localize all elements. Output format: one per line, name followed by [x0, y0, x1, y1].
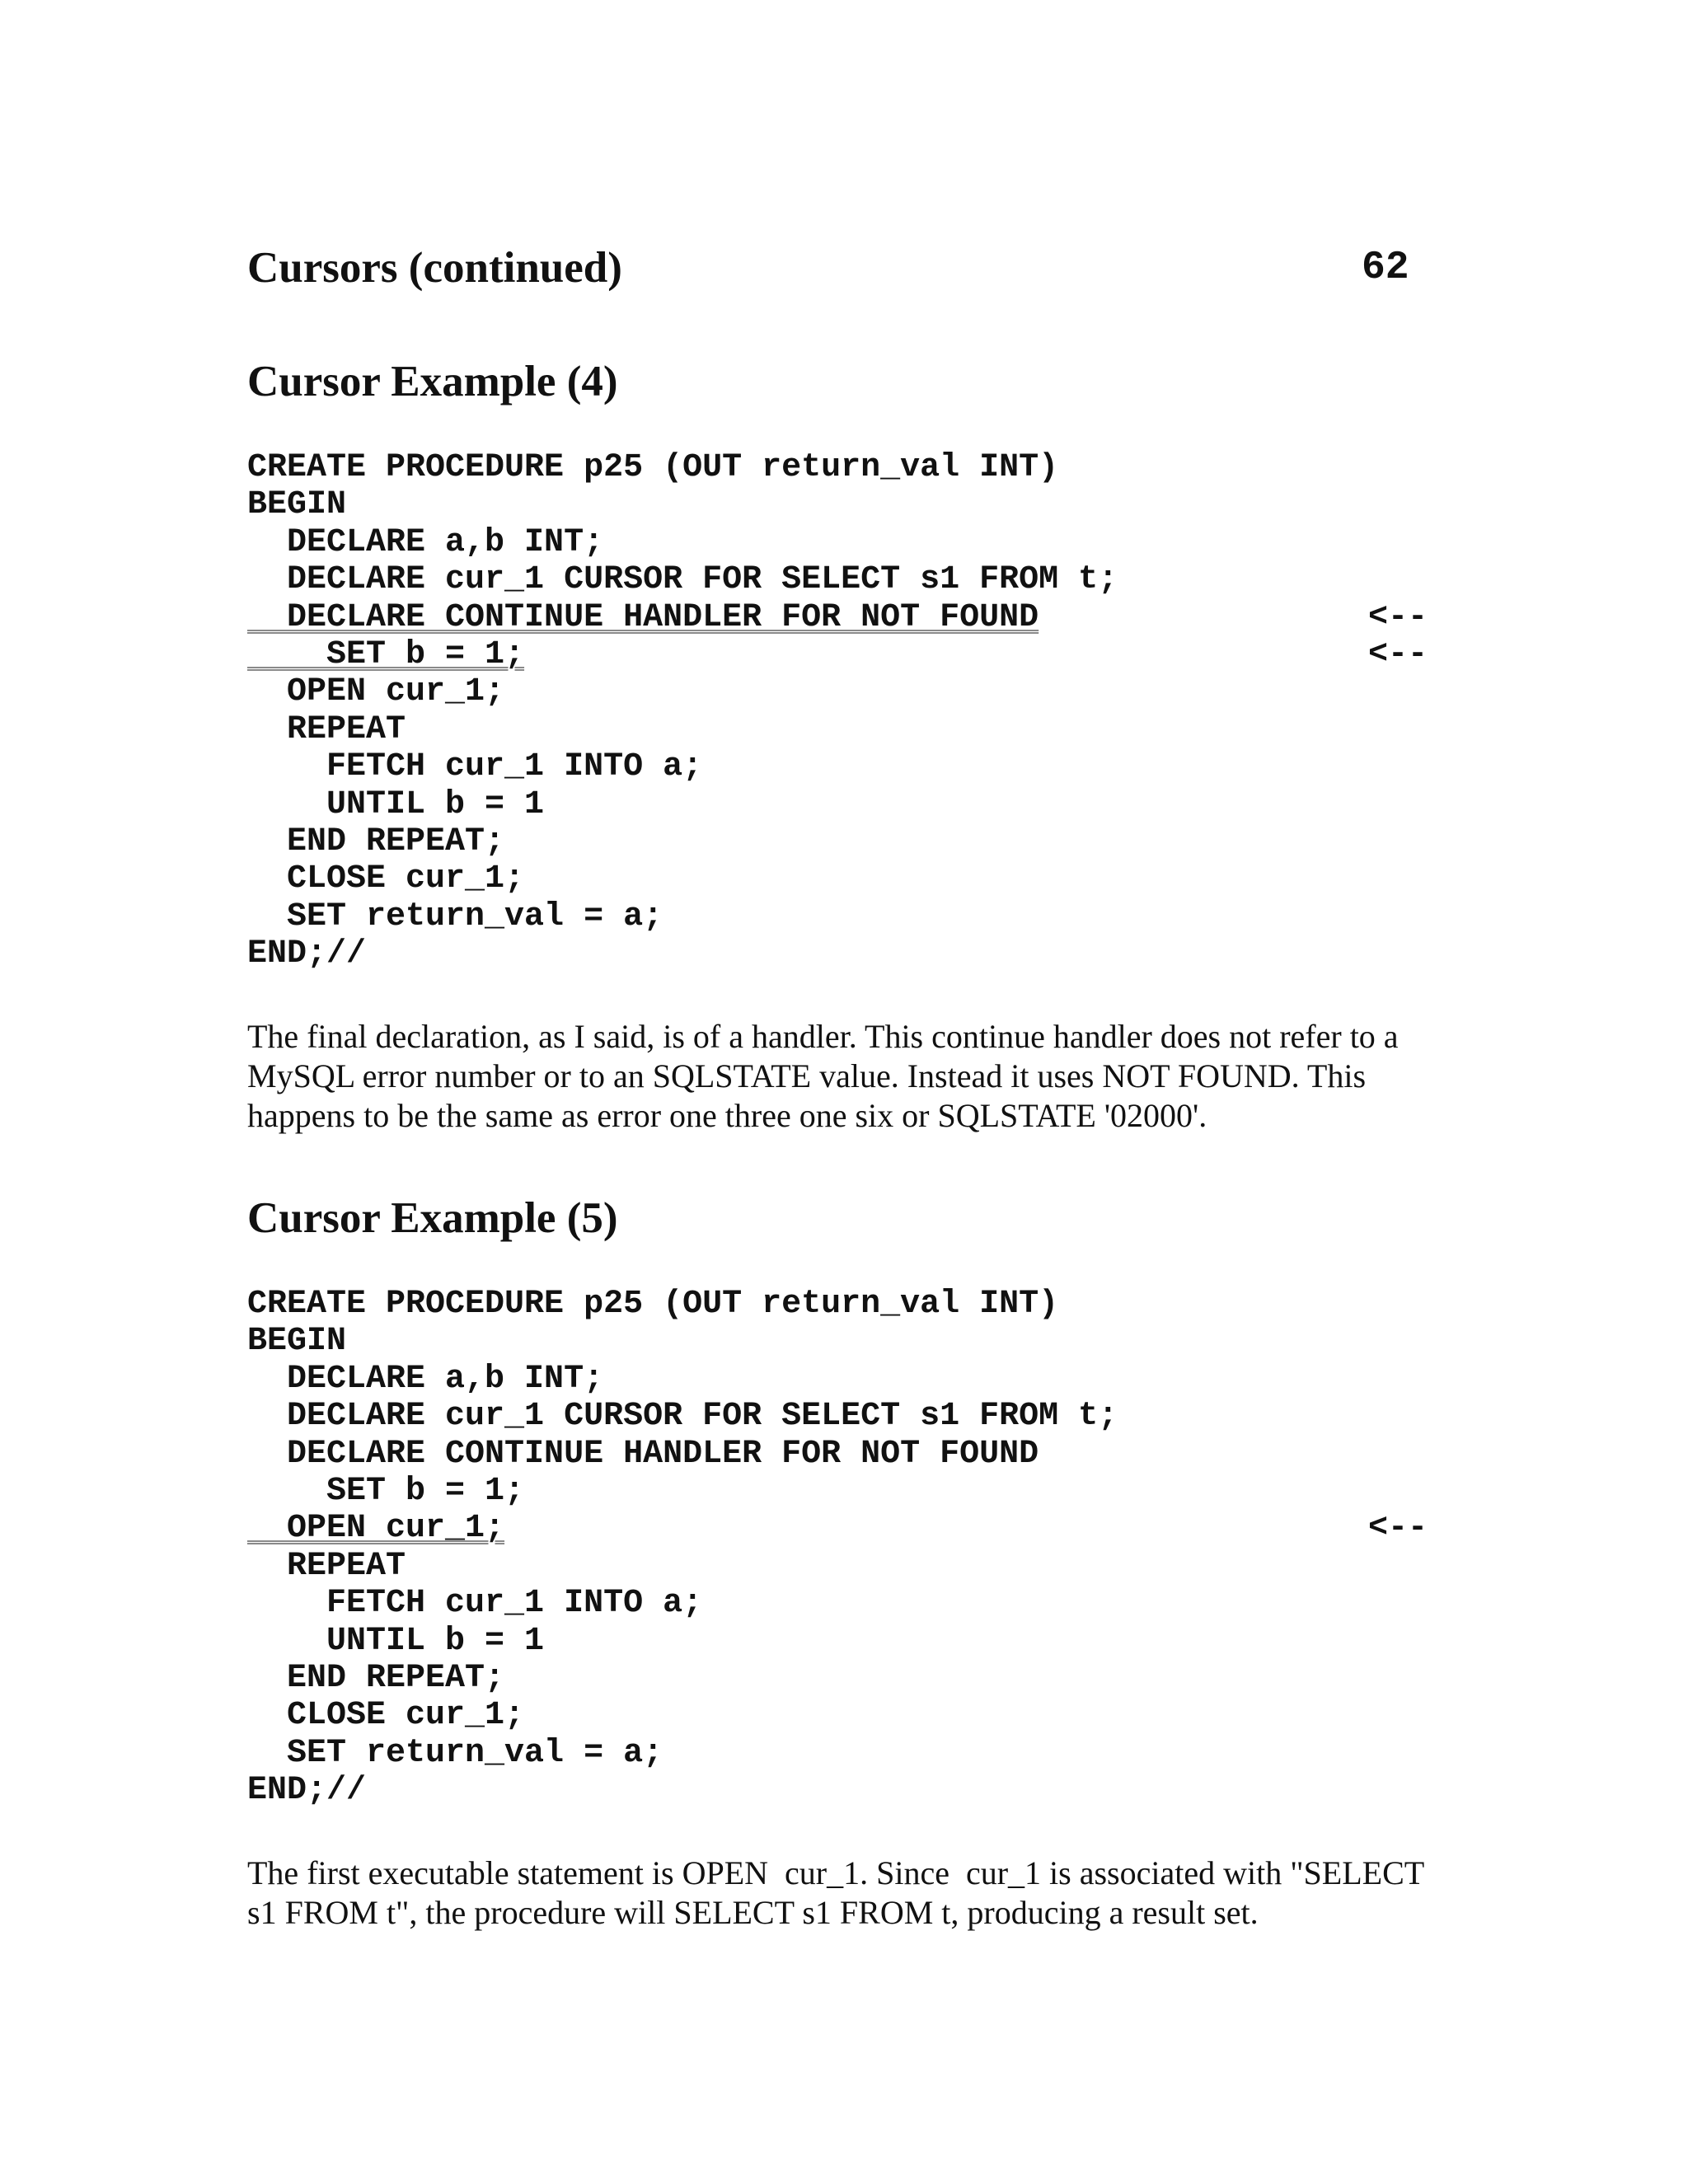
- code-text: FETCH cur_1 INTO a;: [247, 748, 703, 786]
- page-header: [247, 239, 1418, 297]
- code-block-example-5: [247, 1286, 1434, 1809]
- paragraph-line: MySQL error number or to an SQLSTATE value. Instead it uses NOT FOUND. This: [247, 1057, 1367, 1094]
- code-block-example-4: [247, 449, 1434, 972]
- code-line: [247, 1735, 1434, 1772]
- code-line: [247, 1361, 1434, 1398]
- code-line: [247, 860, 1434, 898]
- code-line: [247, 823, 1434, 860]
- code-text: SET return_val = a;: [247, 898, 663, 935]
- code-line: [247, 561, 1434, 598]
- code-text: BEGIN: [247, 1323, 347, 1361]
- paragraph-line: The final declaration, as I said, is of a handler. This continue handler does not refer to a: [247, 1018, 1399, 1055]
- page-title: Cursors (continued): [247, 244, 622, 292]
- code-text: END;//: [247, 935, 367, 973]
- code-text: FETCH cur_1 INTO a;: [247, 1585, 703, 1623]
- code-line: [247, 1772, 1434, 1809]
- code-line: [247, 1697, 1434, 1734]
- code-text: CREATE PROCEDURE p25 (OUT return_val INT): [247, 449, 1059, 486]
- code-text: CREATE PROCEDURE p25 (OUT return_val INT): [247, 1286, 1059, 1323]
- highlighted-code-text: DECLARE CONTINUE HANDLER FOR NOT FOUND: [247, 598, 1039, 636]
- code-text: REPEAT: [247, 710, 406, 748]
- code-text: SET b = 1;: [247, 1472, 525, 1510]
- code-line: [247, 1473, 1434, 1510]
- paragraph-example-4: [247, 1017, 1434, 1136]
- code-text: CLOSE cur_1;: [247, 860, 525, 898]
- section-title-example-5: Cursor Example (5): [247, 1194, 618, 1242]
- code-line: [247, 1585, 1434, 1622]
- code-line: [247, 748, 1434, 785]
- arrow-marker: <--: [1368, 635, 1428, 673]
- code-text: UNTIL b = 1: [247, 1622, 545, 1660]
- code-line: [247, 711, 1434, 748]
- code-text: CLOSE cur_1;: [247, 1697, 525, 1735]
- code-text: DECLARE a,b INT;: [247, 1360, 604, 1398]
- code-text: DECLARE cur_1 CURSOR FOR SELECT s1 FROM t;: [247, 561, 1118, 599]
- paragraph-line: The first executable statement is OPEN cur_1. Since cur_1 is associated with "SELECT: [247, 1854, 1425, 1891]
- paragraph-line: s1 FROM t", the procedure will SELECT s1 FROM t, producing a result set.: [247, 1894, 1259, 1931]
- code-text: REPEAT: [247, 1547, 406, 1585]
- code-text: BEGIN: [247, 486, 347, 524]
- arrow-marker: <--: [1368, 598, 1428, 636]
- code-line: [247, 1660, 1434, 1697]
- code-line: [247, 1510, 1434, 1547]
- code-text: END REPEAT;: [247, 823, 505, 860]
- highlighted-code-text: SET b = 1;: [247, 635, 525, 673]
- code-line: [247, 935, 1434, 972]
- code-line: [247, 786, 1434, 823]
- code-line: [247, 673, 1434, 710]
- code-line: [247, 599, 1434, 636]
- code-line: [247, 1398, 1434, 1435]
- code-line: [247, 1436, 1434, 1473]
- code-line: [247, 449, 1434, 486]
- code-text: DECLARE a,b INT;: [247, 523, 604, 561]
- code-line: [247, 1548, 1434, 1585]
- paragraph-line: happens to be the same as error one three one six or SQLSTATE '02000'.: [247, 1097, 1207, 1134]
- code-text: END;//: [247, 1772, 367, 1810]
- code-text: SET return_val = a;: [247, 1734, 663, 1772]
- code-line: [247, 1286, 1434, 1323]
- paragraph-example-5: [247, 1854, 1434, 1933]
- code-text: END REPEAT;: [247, 1659, 505, 1697]
- page-number: 62: [1362, 246, 1409, 290]
- code-line: [247, 1323, 1434, 1360]
- section-title-example-4: Cursor Example (4): [247, 358, 618, 405]
- code-line: [247, 524, 1434, 561]
- highlighted-code-text: OPEN cur_1;: [247, 1510, 505, 1548]
- code-line: [247, 636, 1434, 673]
- code-text: UNTIL b = 1: [247, 785, 545, 823]
- code-text: OPEN cur_1;: [247, 673, 505, 711]
- code-text: DECLARE CONTINUE HANDLER FOR NOT FOUND: [247, 1435, 1039, 1473]
- code-line: [247, 1623, 1434, 1660]
- arrow-marker: <--: [1368, 1510, 1428, 1548]
- code-text: DECLARE cur_1 CURSOR FOR SELECT s1 FROM t;: [247, 1398, 1118, 1436]
- code-line: [247, 898, 1434, 935]
- code-line: [247, 486, 1434, 523]
